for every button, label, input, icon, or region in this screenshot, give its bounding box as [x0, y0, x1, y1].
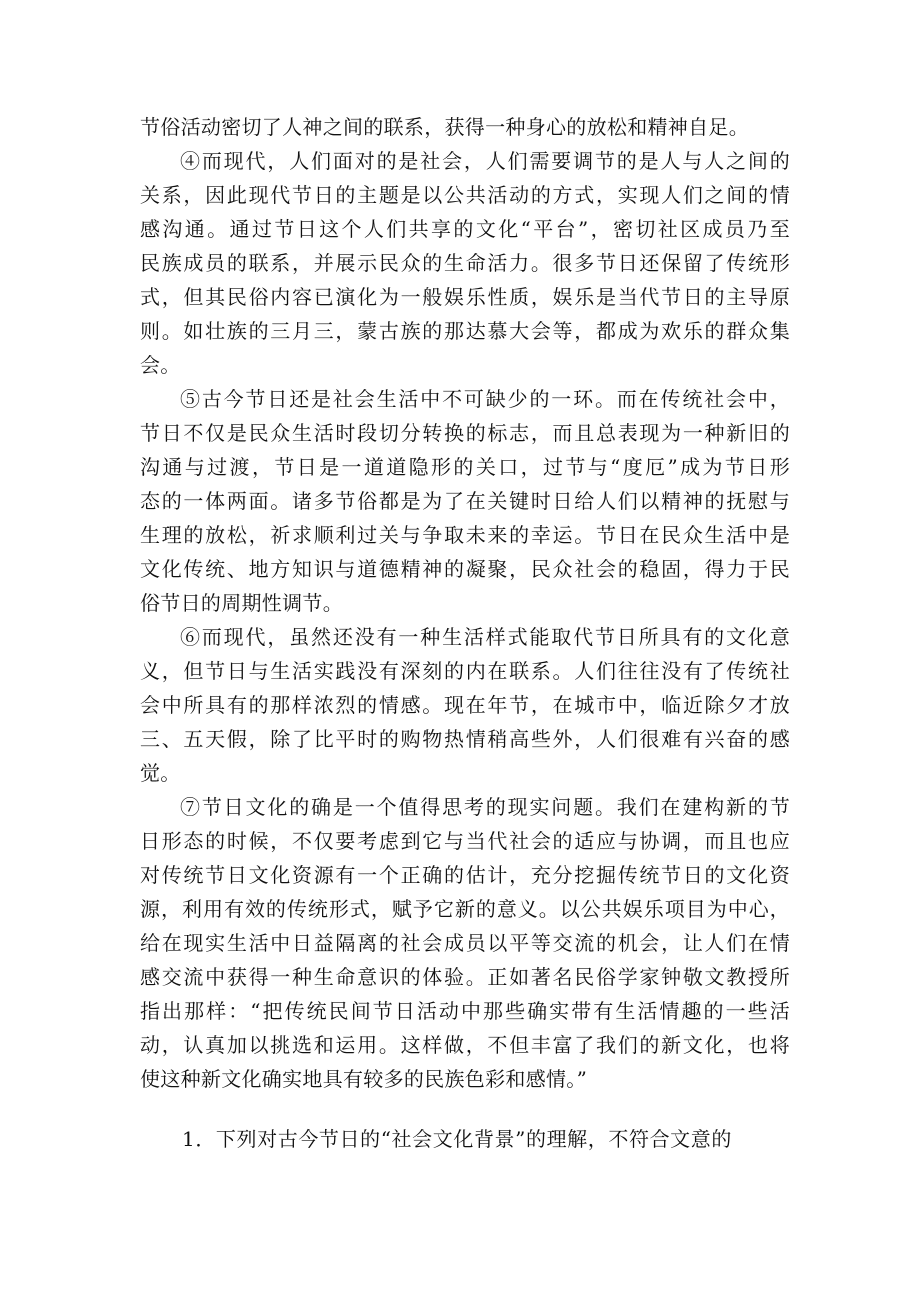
text-line: 则。如壮族的三月三，蒙古族的那达慕大会等，都成为欢乐的群众集	[140, 319, 790, 343]
text-line: 俗节日的周期性调节。	[140, 591, 343, 615]
paragraph-6	[140, 620, 790, 790]
text-line: 对传统节日文化资源有一个正确的估计，充分挖掘传统节日的文化资	[140, 863, 790, 887]
text-line: 沟通与过渡，节日是一道道隐形的关口，过节与“度厄”成为节日形	[140, 455, 790, 479]
text-line: 感交流中获得一种生命意识的体验。正如著名民俗学家钟敬文教授所	[140, 965, 790, 989]
text-line: 义，但节日与生活实践没有深刻的内在联系。人们往往没有了传统社	[140, 659, 790, 683]
text-line: 三、五天假，除了比平时的购物热情稍高些外，人们很难有兴奋的感	[140, 727, 790, 751]
text-line: 觉。	[140, 761, 181, 785]
text-line: ④而现代，人们面对的是社会，人们需要调节的是人与人之间的	[180, 149, 790, 173]
text-line: 日形态的时候，不仅要考虑到它与当代社会的适应与协调，而且也应	[140, 829, 790, 853]
text-line: 会中所具有的那样浓烈的情感。现在年节，在城市中，临近除夕才放	[140, 693, 790, 717]
text-line: 节日不仅是民众生活时段切分转换的标志，而且总表现为一种新旧的	[140, 421, 790, 445]
paragraph-5	[140, 382, 790, 620]
text-line: 指出那样：“把传统民间节日活动中那些确实带有生活情趣的一些活	[140, 999, 790, 1023]
text-line: 态的一体两面。诸多节俗都是为了在关键时日给人们以精神的抚慰与	[140, 489, 790, 513]
text-line: ⑦节日文化的确是一个值得思考的现实问题。我们在建构新的节	[180, 795, 790, 819]
paragraph-7	[140, 790, 790, 1096]
question-1-stem: 1．下列对古今节日的“社会文化背景”的理解，不符合文意的	[182, 1127, 732, 1151]
text-line: 文化传统、地方知识与道德精神的凝聚，民众社会的稳固，得力于民	[140, 557, 790, 581]
text-line: 感沟通。通过节日这个人们共享的文化“平台”，密切社区成员乃至	[140, 217, 790, 241]
paragraph-spacer	[140, 1096, 790, 1122]
text-line: 民族成员的联系，并展示民众的生命活力。很多节日还保留了传统形	[140, 251, 790, 275]
text-line: ⑤古今节日还是社会生活中不可缺少的一环。而在传统社会中，	[180, 387, 790, 411]
text-line: 会。	[140, 353, 181, 377]
text-line: 节俗活动密切了人神之间的联系，获得一种身心的放松和精神自足。	[140, 115, 749, 139]
text-line: 动，认真加以挑选和运用。这样做，不但丰富了我们的新文化，也将	[140, 1033, 790, 1057]
text-line: 给在现实生活中日益隔离的社会成员以平等交流的机会，让人们在情	[140, 931, 790, 955]
text-line: 源，利用有效的传统形式，赋予它新的意义。以公共娱乐项目为中心，	[140, 897, 790, 921]
text-line: 生理的放松，祈求顺利过关与争取未来的幸运。节日在民众生活中是	[140, 523, 790, 547]
paragraph-4	[140, 144, 790, 382]
paragraph-intro	[140, 110, 790, 144]
text-line: 式，但其民俗内容已演化为一般娱乐性质，娱乐是当代节日的主导原	[140, 285, 790, 309]
document-page	[140, 110, 790, 1156]
text-line: ⑥而现代，虽然还没有一种生活样式能取代节日所具有的文化意	[180, 625, 790, 649]
text-line: 使这种新文化确实地具有较多的民族色彩和感情。”	[140, 1067, 588, 1091]
text-line: 关系，因此现代节日的主题是以公共活动的方式，实现人们之间的情	[140, 183, 790, 207]
